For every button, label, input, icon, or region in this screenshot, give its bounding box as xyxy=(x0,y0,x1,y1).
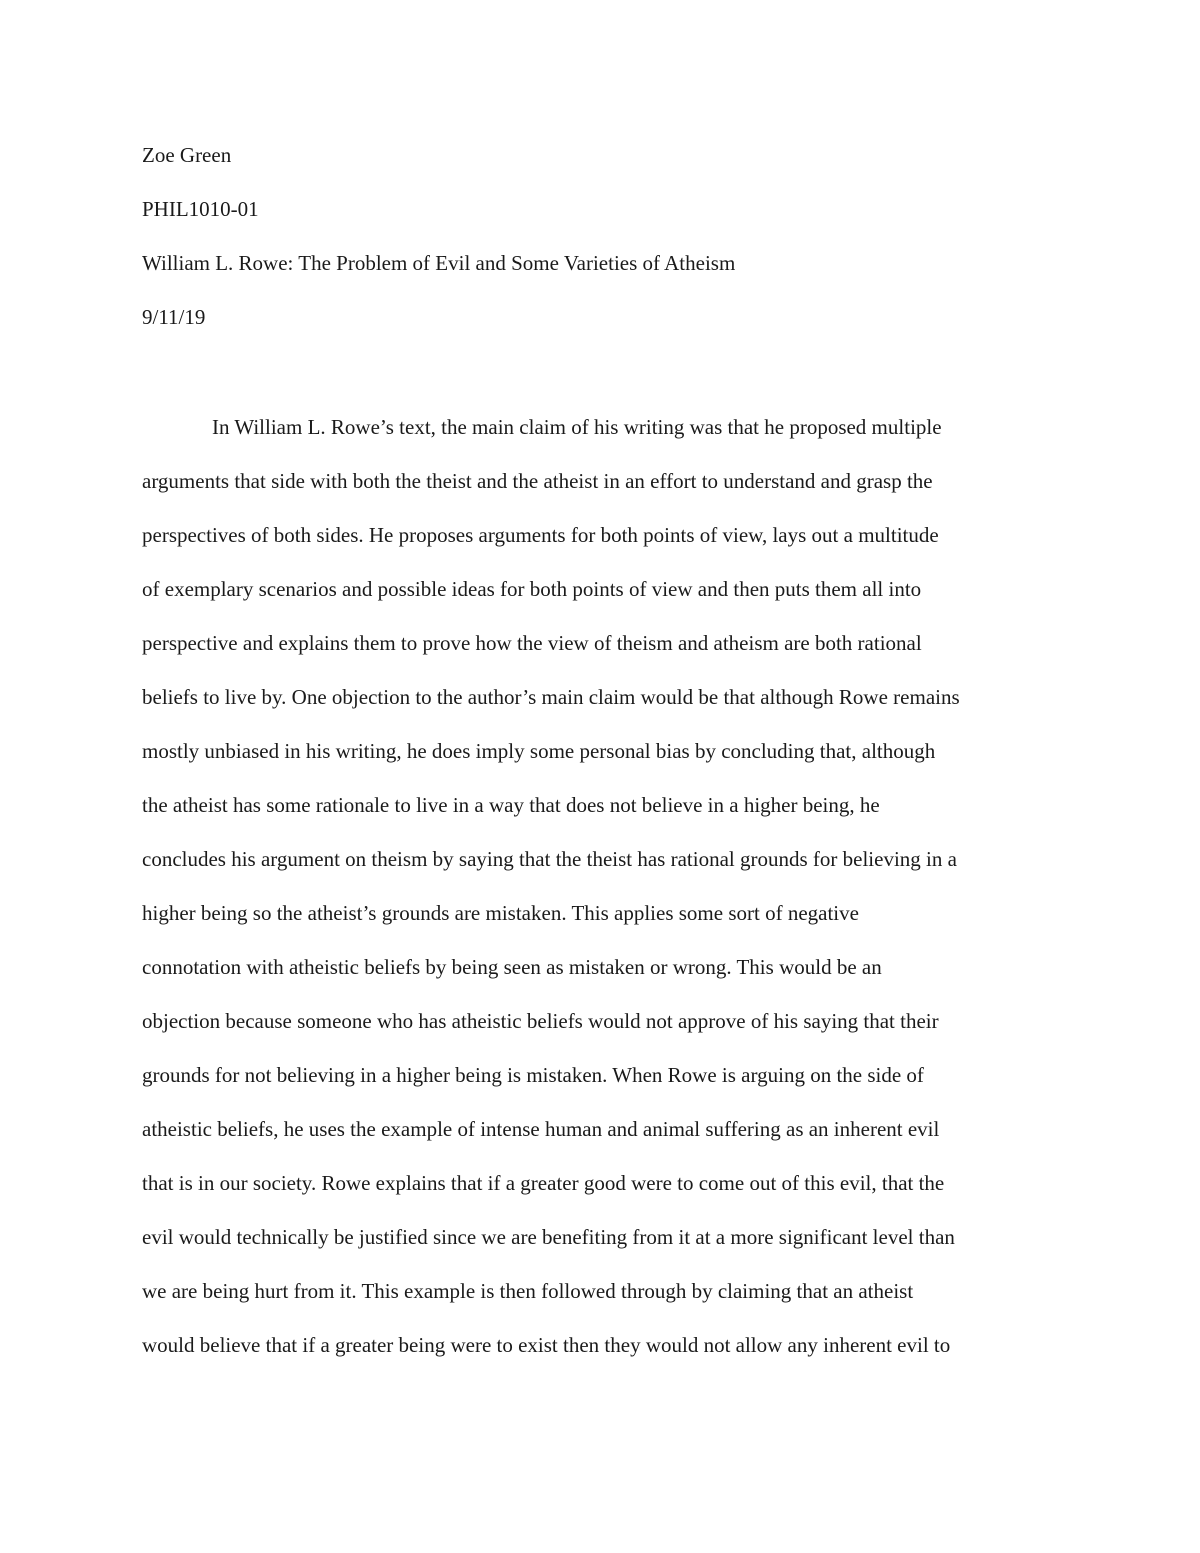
body-line: would believe that if a greater being were to exist then they would not allow any inherent evil to xyxy=(142,1333,951,1357)
body-line: perspectives of both sides. He proposes arguments for both points of view, lays out a multitude xyxy=(142,523,939,547)
body-line: higher being so the atheist’s grounds are mistaken. This applies some sort of negative xyxy=(142,901,859,925)
body-line: the atheist has some rationale to live in a way that does not believe in a higher being, he xyxy=(142,793,880,817)
body-line: that is in our society. Rowe explains that if a greater good were to come out of this evil, that the xyxy=(142,1171,945,1195)
body-line: objection because someone who has atheistic beliefs would not approve of his saying that their xyxy=(142,1009,939,1033)
body-line: connotation with atheistic beliefs by being seen as mistaken or wrong. This would be an xyxy=(142,955,882,979)
body-line: concludes his argument on theism by saying that the theist has rational grounds for believing in a xyxy=(142,847,957,871)
body-line: arguments that side with both the theist and the atheist in an effort to understand and grasp the xyxy=(142,469,933,493)
body-line: we are being hurt from it. This example is then followed through by claiming that an atheist xyxy=(142,1279,914,1303)
body-line: of exemplary scenarios and possible ideas for both points of view and then puts them all into xyxy=(142,577,922,601)
essay-body xyxy=(142,413,1062,1385)
body-line: beliefs to live by. One objection to the author’s main claim would be that although Rowe remains xyxy=(142,685,960,709)
body-line: grounds for not believing in a higher being is mistaken. When Rowe is arguing on the side of xyxy=(142,1063,924,1087)
body-line: perspective and explains them to prove how the view of theism and atheism are both rational xyxy=(142,631,922,655)
author-name: Zoe Green xyxy=(142,143,232,167)
essay-title: William L. Rowe: The Problem of Evil and Some Varieties of Atheism xyxy=(142,251,736,275)
essay-date: 9/11/19 xyxy=(142,305,206,329)
course-code: PHIL1010-01 xyxy=(142,197,259,221)
body-line: mostly unbiased in his writing, he does imply some personal bias by concluding that, although xyxy=(142,739,936,763)
body-line: In William L. Rowe’s text, the main claim of his writing was that he proposed multiple xyxy=(212,415,942,439)
body-line: atheistic beliefs, he uses the example of intense human and animal suffering as an inherent evil xyxy=(142,1117,940,1141)
body-line: evil would technically be justified since we are benefiting from it at a more significant level than xyxy=(142,1225,955,1249)
